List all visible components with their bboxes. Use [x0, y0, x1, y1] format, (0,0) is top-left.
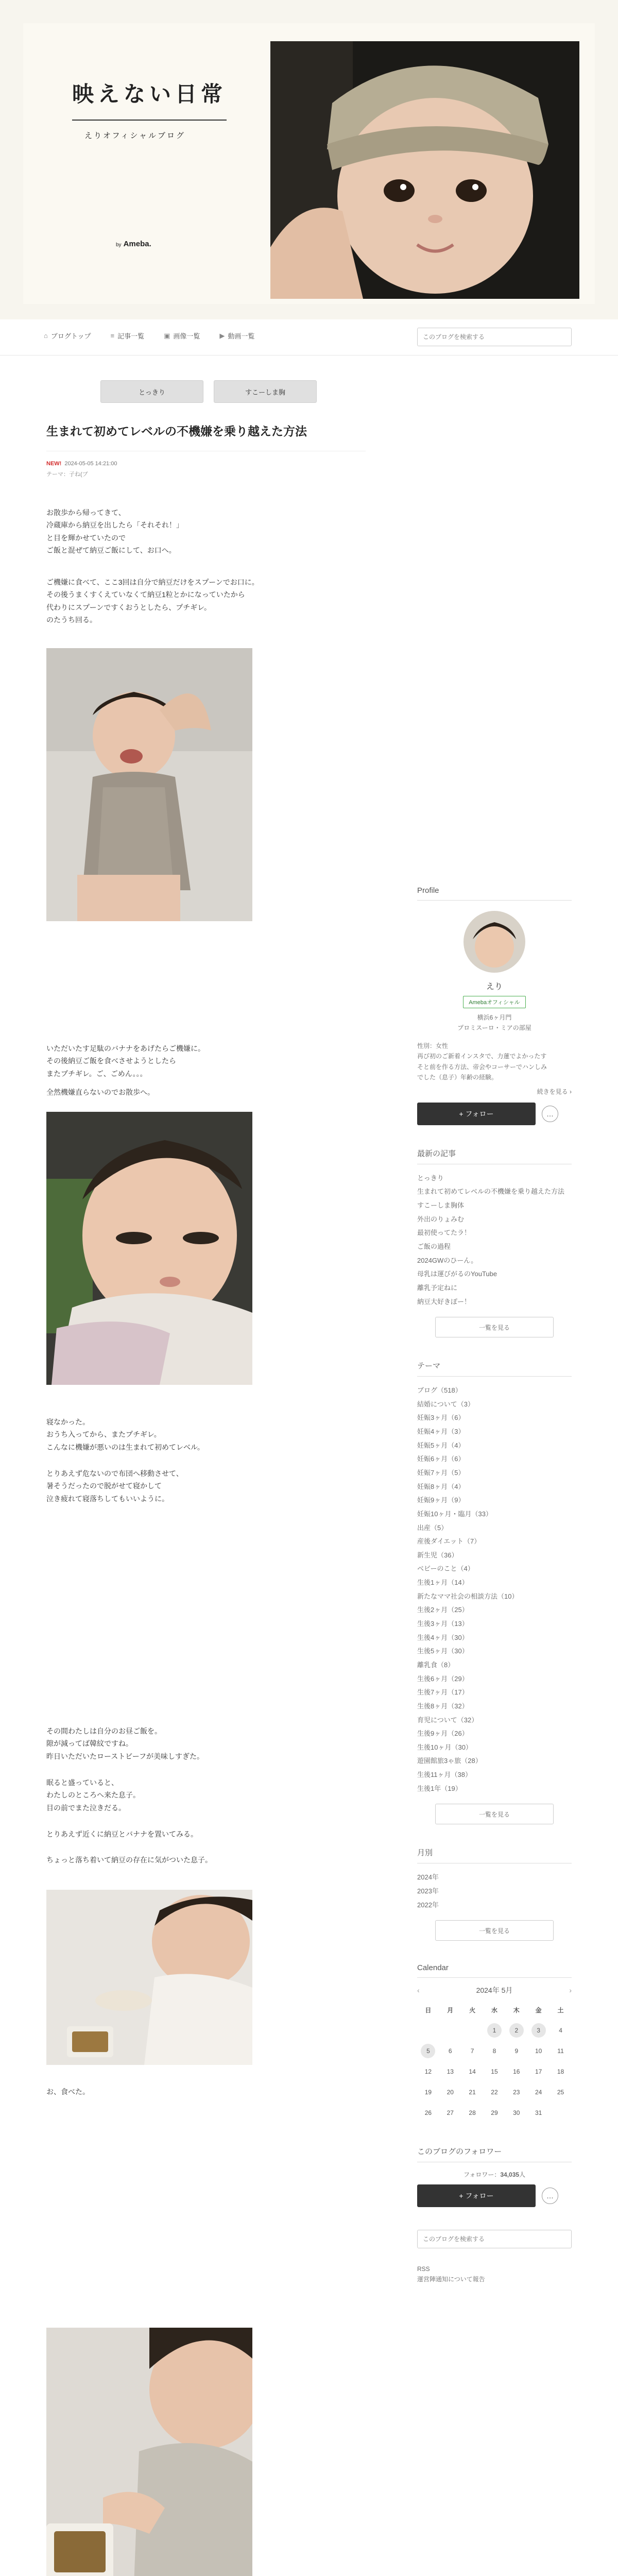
ameba-logo[interactable]: by Ameba.	[116, 240, 151, 248]
theme-link[interactable]: 生後1ヶ月（14）	[417, 1579, 469, 1587]
calendar-section	[417, 1963, 572, 2123]
calendar-day: 17	[535, 2068, 542, 2076]
sidebar	[417, 886, 572, 2284]
nav-article-list[interactable]: ≡ 記事一覧	[110, 332, 145, 340]
article-theme[interactable]: テーマ：子ね(ブ	[46, 471, 88, 478]
article-photo-crying[interactable]	[46, 648, 252, 921]
official-badge: Amebaオフィシャル	[463, 996, 525, 1008]
theme-link[interactable]: 新生児（36）	[417, 1551, 458, 1559]
calendar-table	[417, 1999, 572, 2123]
theme-link[interactable]: 遊園館旅3ゃ旅（28）	[417, 1757, 482, 1765]
blog-title-box	[72, 77, 242, 141]
recent-article-link[interactable]: 納豆大好きぽー！	[417, 1297, 471, 1306]
calendar-weekday: 木	[513, 2006, 520, 2014]
calendar-weekday: 金	[535, 2006, 542, 2014]
calendar-day: 20	[447, 2089, 454, 2096]
recent-more-button[interactable]: 一覧を見る	[435, 1317, 554, 1337]
paragraph	[46, 1828, 335, 1841]
calendar-weekday: 水	[491, 2006, 497, 2014]
theme-link[interactable]: 妊娠7ヶ月（5）	[417, 1468, 465, 1477]
paragraph-line: 代わりにスプーンですくおうとしたら、プチギレ。	[46, 603, 212, 612]
paragraph-line: ご飯と混ぜて納豆ご飯にして、お口へ。	[46, 546, 176, 554]
article-photo-sleepy[interactable]	[46, 1112, 252, 1385]
paragraph	[46, 1725, 335, 1763]
article-photo-hand[interactable]	[46, 2328, 252, 2576]
calendar-heading: Calendar	[417, 1963, 572, 1978]
global-nav	[0, 319, 618, 355]
paragraph	[46, 1086, 335, 1099]
monthly-link[interactable]: 2022年	[417, 1901, 439, 1909]
paragraph-line: その間わたしは自分のお昼ご飯を。	[46, 1726, 162, 1735]
calendar-day: 11	[557, 2047, 564, 2055]
theme-link[interactable]: 妊娠5ヶ月（4）	[417, 1441, 465, 1449]
paragraph	[46, 1416, 335, 1454]
paragraph-line: 目の前でまた泣きだる。	[46, 1803, 126, 1812]
paragraph-line: 暑そうだったので脱がせて寝かして	[46, 1482, 162, 1490]
theme-list	[417, 1384, 572, 1795]
calendar-day: 8	[492, 2047, 496, 2055]
calendar-day: 27	[447, 2109, 454, 2117]
monthly-link[interactable]: 2024年	[417, 1873, 439, 1882]
blog-subtitle: えりオフィシャルブログ	[84, 131, 186, 140]
calendar-day: 29	[491, 2109, 498, 2117]
theme-link[interactable]: 結婚について（3）	[417, 1400, 474, 1408]
list-icon: ≡	[110, 332, 115, 340]
paragraph-line: お、食べた。	[46, 2087, 90, 2096]
paragraph	[46, 1042, 335, 1080]
theme-link[interactable]: 生後1年（19）	[417, 1784, 462, 1792]
follower-more-icon[interactable]: …	[542, 2188, 558, 2204]
theme-link[interactable]: 生後8ヶ月（32）	[417, 1702, 469, 1710]
blog-title[interactable]: 映えない日常	[72, 81, 227, 107]
theme-link[interactable]: 新たなママ社会の相談方法（10）	[417, 1592, 519, 1600]
calendar-day: 14	[469, 2068, 476, 2076]
theme-link[interactable]: 生後4ヶ月（30）	[417, 1633, 469, 1641]
article-datetime: 2024-05-05 14:21:00	[64, 460, 117, 467]
calendar-day: 4	[559, 2027, 562, 2035]
nav-blog-top[interactable]: ⌂ ブログトップ	[44, 332, 91, 340]
calendar-day: 24	[535, 2089, 542, 2096]
calendar-weekday: 月	[447, 2006, 454, 2014]
paragraph	[46, 506, 335, 557]
calendar-day: 6	[448, 2047, 452, 2055]
paragraph	[46, 2086, 335, 2098]
nav-video-list[interactable]: ▶ 動画一覧	[219, 331, 255, 340]
theme-link[interactable]: 生後11ヶ月（38）	[417, 1771, 472, 1779]
calendar-next-icon[interactable]: ›	[569, 1986, 572, 1995]
article-title[interactable]: 生まれて初めてレベルの不機嫌を乗り越えた方法	[46, 422, 366, 451]
profile-follow-button[interactable]: + フォロー	[417, 1103, 536, 1125]
paragraph-line: 昨日いただいたローストビーフが美味しすぎた。	[46, 1752, 204, 1760]
theme-buttons	[100, 380, 317, 403]
calendar-prev-icon[interactable]: ‹	[417, 1986, 420, 1995]
monthly-list	[417, 1871, 572, 1912]
article-meta	[46, 461, 366, 467]
follower-count: フォロワー：34,035人	[463, 2171, 526, 2179]
calendar-day: 22	[491, 2089, 498, 2096]
recent-list	[417, 1172, 572, 1309]
calendar-weekday: 土	[557, 2006, 564, 2014]
next-article-button[interactable]: すこーしま胸	[214, 380, 317, 403]
profile-section	[417, 886, 572, 1125]
monthly-link[interactable]: 2023年	[417, 1887, 439, 1895]
recent-heading: 最新の記事	[417, 1148, 572, 1164]
calendar-day	[550, 2103, 572, 2123]
profile-avatar[interactable]	[464, 911, 525, 973]
calendar-day: 30	[513, 2109, 520, 2117]
calendar-header	[417, 1985, 572, 1995]
calendar-day[interactable]: 2	[505, 2020, 527, 2041]
paragraph	[46, 1854, 335, 1867]
theme-link[interactable]: 産後ダイエット（7）	[417, 1537, 481, 1546]
calendar-weekday: 火	[469, 2006, 476, 2014]
calendar-day: 19	[424, 2089, 432, 2096]
paragraph-line: とりあえず危ないので布団へ移動させて、	[46, 1469, 183, 1478]
calendar-weekday: 日	[425, 2006, 432, 2014]
theme-link[interactable]: 育児について（32）	[417, 1716, 478, 1724]
theme-link[interactable]: 生後9ヶ月（26）	[417, 1730, 469, 1738]
blog-search-input[interactable]	[417, 328, 572, 346]
theme-more-button[interactable]: 一覧を見る	[435, 1804, 554, 1824]
calendar-day: 12	[424, 2068, 432, 2076]
paragraph-line: その後納豆ご飯を食べさせようとしたら	[46, 1057, 176, 1065]
more-options-icon[interactable]: …	[542, 1106, 558, 1122]
monthly-heading: 月別	[417, 1847, 572, 1863]
calendar-day: 31	[535, 2109, 542, 2117]
paragraph-line: お散歩から帰ってきて、	[46, 508, 126, 517]
paragraph-line: ちょっと落ち着いて納豆の存在に気がついた息子。	[46, 1855, 212, 1864]
image-icon: ▣	[164, 331, 170, 340]
recent-article-link[interactable]: ご飯の過程	[417, 1242, 451, 1250]
profile-more-link[interactable]: 続きを見る ›	[537, 1088, 572, 1096]
calendar-day: 15	[491, 2068, 498, 2076]
paragraph	[46, 1776, 335, 1815]
calendar-day[interactable]: 3	[527, 2020, 550, 2041]
profile-bio: 性別：女性 再び初のご新着インスタで、力蓮でよかったす そと前を作る方法、帝会やコーサーでハンしみ でした（息子）年齢の経験。	[417, 1042, 547, 1081]
calendar-day: 16	[513, 2068, 520, 2076]
paragraph	[46, 1467, 335, 1505]
calendar-day: 9	[514, 2047, 519, 2055]
paragraph-line: こんなに機嫌が悪いのは生まれて初めてレベル。	[46, 1443, 204, 1451]
recent-article-link[interactable]: 最初使ってたラ！	[417, 1229, 471, 1237]
paragraph-line: ご機嫌に食べて、ここ3回は自分で納豆だけをスプーンでお口に。	[46, 578, 259, 586]
paragraph-line: いただいたす足駄のバナナをあげたらご機嫌に。	[46, 1044, 205, 1053]
paragraph-line: 泣き疲れて寝落ちしてもいいように。	[46, 1494, 169, 1503]
paragraph-line: 全然機嫌直らないのでお散歩へ。	[46, 1088, 154, 1096]
calendar-day: 21	[469, 2089, 476, 2096]
monthly-more-button[interactable]: 一覧を見る	[435, 1920, 554, 1941]
theme-link[interactable]: 妊娠8ヶ月（4）	[417, 1482, 465, 1490]
paragraph-line: 寝なかった。	[46, 1417, 90, 1426]
theme-link[interactable]: 生後6ヶ月（29）	[417, 1674, 469, 1683]
theme-link[interactable]: 妊娠4ヶ月（3）	[417, 1428, 465, 1436]
article	[46, 422, 366, 2096]
calendar-day: 23	[513, 2089, 520, 2096]
recent-article-link[interactable]: 2024GWのひーん。	[417, 1256, 478, 1264]
recent-article-link[interactable]: 外出のりょみむ	[417, 1215, 465, 1223]
calendar-day	[439, 2020, 461, 2041]
theme-link[interactable]: 生後2ヶ月（25）	[417, 1606, 469, 1614]
theme-link[interactable]: 妊娠3ヶ月（6）	[417, 1414, 465, 1422]
follower-section	[417, 2146, 572, 2207]
calendar-month: 2024年 5月	[476, 1986, 513, 1995]
theme-link[interactable]: ベビーのこと（4）	[417, 1565, 474, 1573]
theme-link[interactable]: 妊娠10ヶ月・臨月（33）	[417, 1510, 492, 1518]
recent-article-link[interactable]: すこーしま胸体	[417, 1201, 465, 1210]
theme-link[interactable]: ブログ（518）	[417, 1386, 462, 1395]
paragraph-line: とりあえず近くに納豆とバナナを置いてみる。	[46, 1829, 198, 1838]
sidebar-search-input[interactable]	[417, 2230, 572, 2248]
paragraph	[46, 576, 335, 626]
new-badge: NEW!	[46, 460, 62, 467]
paragraph-line: おうち入ってから、またプチギレ。	[46, 1430, 161, 1438]
profile-heading: Profile	[417, 886, 572, 901]
paragraph-line: と目を輝かせていたので	[46, 533, 126, 542]
follower-follow-button[interactable]: + フォロー	[417, 2184, 536, 2207]
monthly-section	[417, 1847, 572, 1941]
theme-link[interactable]: 離乳食（8）	[417, 1660, 455, 1669]
blog-header	[0, 0, 618, 319]
theme-link[interactable]: 生後10ヶ月（30）	[417, 1743, 472, 1751]
calendar-day: 25	[557, 2089, 564, 2096]
recent-article-link[interactable]: 離乳予定ねに	[417, 1283, 458, 1292]
nav-image-list[interactable]: ▣ 画像一覧	[164, 331, 200, 340]
profile-name[interactable]: えり	[486, 982, 503, 991]
calendar-day[interactable]: 5	[417, 2041, 439, 2061]
paragraph-line: 冷蔵庫から納豆を出したら「それそれ！」	[46, 521, 183, 529]
recent-article-link[interactable]: 生まれて初めてレベルの不機嫌を乗り越えた方法	[417, 1188, 565, 1196]
theme-link[interactable]: 妊娠9ヶ月（9）	[417, 1496, 465, 1504]
theme-section	[417, 1360, 572, 1824]
theme-heading: テーマ	[417, 1360, 572, 1377]
theme-link[interactable]: 生後5ヶ月（30）	[417, 1647, 469, 1655]
header-baby-photo	[270, 41, 579, 299]
profile-role-2: プロミスーロ・ミアの部屋	[457, 1024, 531, 1032]
theme-link[interactable]: 生後3ヶ月（13）	[417, 1620, 469, 1628]
recent-article-link[interactable]: 母乳は運びがるのYouTube	[417, 1270, 497, 1278]
theme-link[interactable]: 出産（5）	[417, 1523, 448, 1532]
paragraph-line: またプチギレ。ご、ごめん。。。	[46, 1069, 147, 1078]
calendar-day	[461, 2020, 484, 2041]
home-icon: ⌂	[44, 332, 48, 340]
report-link[interactable]: 運営陣通知について報告	[417, 2276, 485, 2283]
calendar-day: 28	[469, 2109, 476, 2117]
recent-article-link[interactable]: とっきり	[417, 1174, 444, 1182]
calendar-day: 26	[424, 2109, 432, 2117]
calendar-day[interactable]: 1	[484, 2020, 506, 2041]
paragraph-line: のたうち回る。	[46, 616, 97, 624]
theme-link[interactable]: 妊娠6ヶ月（6）	[417, 1455, 465, 1463]
title-divider	[72, 120, 227, 121]
theme-link[interactable]: 生後7ヶ月（17）	[417, 1688, 469, 1697]
recent-articles-section	[417, 1148, 572, 1337]
calendar-day: 18	[557, 2068, 564, 2076]
paragraph-line: 眠ると盛っていると、	[46, 1778, 118, 1787]
calendar-day	[417, 2020, 439, 2041]
follower-heading: このブログのフォロワー	[417, 2146, 572, 2162]
rss-link[interactable]: RSS	[417, 2265, 430, 2273]
video-icon: ▶	[219, 331, 225, 340]
paragraph-line: わたしのところへ来た息子。	[46, 1791, 140, 1799]
profile-role-1: 横浜6ヶ月門	[477, 1014, 512, 1021]
calendar-day: 10	[535, 2047, 542, 2055]
prev-article-button[interactable]: とっきり	[100, 380, 203, 403]
nav-items	[44, 331, 254, 341]
calendar-day: 7	[470, 2047, 474, 2055]
calendar-day: 13	[447, 2068, 454, 2076]
article-photo-eating[interactable]	[46, 1890, 252, 2065]
paragraph-line: 隙が減ってば韓紋ですね。	[46, 1739, 133, 1748]
paragraph-line: その後うまくすくえていなくて納豆1粒とかになっていたから	[46, 590, 245, 599]
